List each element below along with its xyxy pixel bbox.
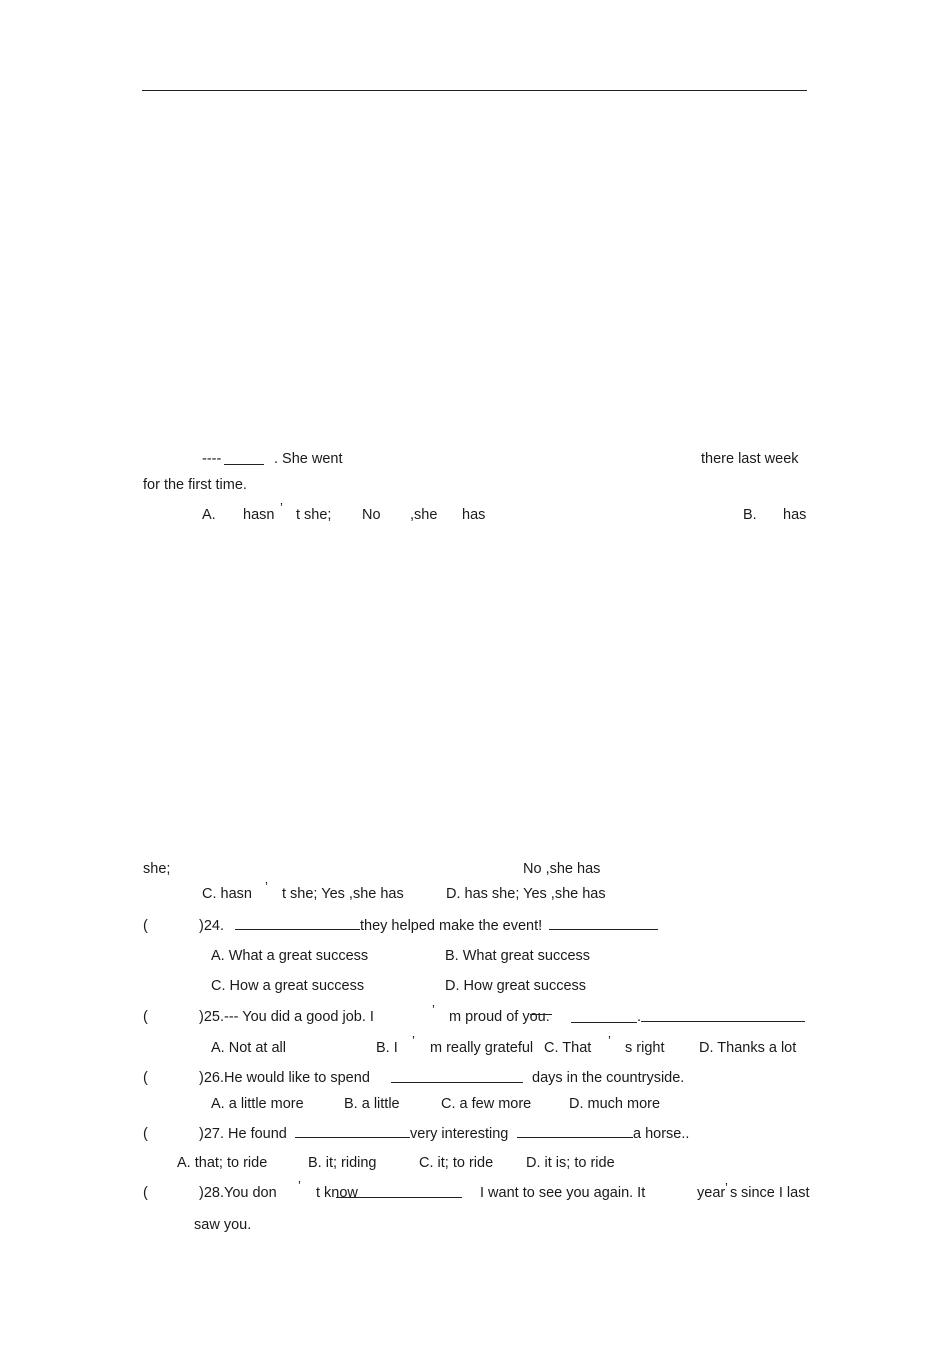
apostrophe-mark: ’ [412,1033,415,1048]
q27-option-b: B. it; riding [308,1155,377,1171]
q25-answer-blank[interactable] [571,1022,637,1023]
apostrophe-mark: ’ [280,500,283,515]
q28-text: )28.You don [199,1185,277,1201]
q27-option-a: A. that; to ride [177,1155,268,1171]
q26-text: days in the countryside. [532,1070,685,1086]
q23-text: . She went [274,451,343,467]
q24-option-b: B. What great success [445,948,591,964]
q28-text: since I last [741,1185,810,1201]
q25-option-d: D. Thanks a lot [699,1040,797,1056]
apostrophe-mark: ’ [432,1002,435,1017]
q23-option-a-word: No [362,507,381,523]
q28-text: t know [316,1185,358,1201]
q25-option-c: s right [625,1040,665,1056]
q27-text: )27. He found [199,1126,287,1142]
q27-text: a horse.. [633,1126,690,1142]
q28-paren: ( [143,1185,148,1201]
q24-number: )24. [199,918,224,934]
q24-option-a: A. What a great success [211,948,369,964]
q24-text: they helped make the event! [360,918,543,934]
q23-option-b-word: has [783,507,807,523]
q26-paren: ( [143,1070,148,1086]
q24-paren: ( [143,918,148,934]
q23-option-d: D. has she; Yes ,she has [446,886,606,902]
q23-option-b-cont: No ,she has [523,861,601,877]
q26-option-d: D. much more [569,1096,661,1112]
q26-answer-blank[interactable] [391,1082,523,1083]
q27-option-d: D. it is; to ride [526,1155,615,1171]
q28-text-line2: saw you. [194,1217,252,1233]
q25-option-b: m really grateful [430,1040,534,1056]
q23-option-a-label: A. [202,507,216,523]
q27-answer-blank[interactable] [517,1137,633,1138]
q25-paren: ( [143,1009,148,1025]
apostrophe-mark: ’ [265,879,268,894]
q23-text-line2: for the first time. [143,477,247,493]
q27-text: very interesting [410,1126,509,1142]
apostrophe-mark: ’ [608,1033,611,1048]
q23-option-a-word: t she; [296,507,332,523]
q24-answer-blank[interactable] [549,929,658,930]
q25-option-a: A. Not at all [211,1040,286,1056]
q23-option-c: t she; Yes ,she has [282,886,404,902]
q25-strike-line [530,1014,552,1015]
q28-text: s [730,1185,738,1201]
q25-period: . [637,1009,642,1025]
q26-text: )26.He would like to spend [199,1070,370,1086]
q23-text-right: there last week [701,451,799,467]
q23-option-a-word: hasn [243,507,275,523]
q27-answer-blank[interactable] [295,1137,410,1138]
apostrophe-mark: ’ [298,1178,301,1193]
q23-answer-blank[interactable] [224,464,264,465]
q26-option-a: A. a little more [211,1096,304,1112]
q26-option-c: C. a few more [441,1096,532,1112]
q28-text: I want to see you again. It [480,1185,646,1201]
q23-option-c: C. hasn [202,886,252,902]
q25-option-c: C. That [544,1040,592,1056]
q24-option-d: D. How great success [445,978,587,994]
q27-option-c: C. it; to ride [419,1155,494,1171]
q26-option-b: B. a little [344,1096,400,1112]
header-rule [142,90,807,91]
q23-option-a-word: has [462,507,486,523]
q24-option-c: C. How a great success [211,978,365,994]
q28-text: year [697,1185,726,1201]
q25-option-b: B. I [376,1040,398,1056]
q24-answer-blank[interactable] [235,929,360,930]
q25-answer-blank[interactable] [641,1021,805,1022]
apostrophe-mark: ’ [725,1180,728,1195]
q25-text: )25.--- You did a good job. I [199,1009,374,1025]
q23-dashes: ---- [202,451,222,467]
q23-option-b-cont: she; [143,861,171,877]
q27-paren: ( [143,1126,148,1142]
q23-option-a-word: ,she [410,507,438,523]
q28-answer-blank[interactable] [336,1197,462,1198]
q23-option-b-label: B. [743,507,757,523]
q25-text: m proud of you. [449,1009,550,1025]
